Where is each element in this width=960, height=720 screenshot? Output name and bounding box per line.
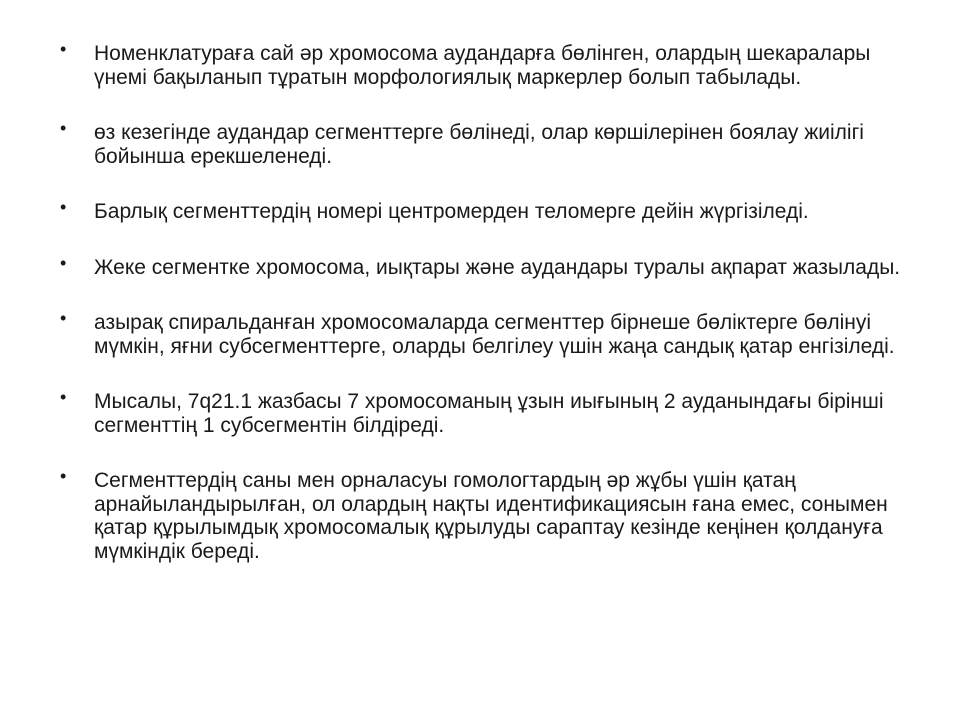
bullet-icon: • xyxy=(60,197,67,217)
bullet-icon: • xyxy=(60,387,67,407)
bullet-text: азырақ спиральданған хромосомаларда сегменттер бірнеше бөліктерге бөлінуі мүмкін, яғни субсегменттерге, оларды белгілеу үшін жаңа сандық қатар енгізіледі. xyxy=(94,311,895,358)
bullet-icon: • xyxy=(60,308,67,328)
bullet-item xyxy=(56,308,916,358)
bullet-icon: • xyxy=(60,39,67,59)
bullet-item xyxy=(56,466,916,563)
bullet-text: Сегменттердің саны мен орналасуы гомологтардың әр жұбы үшін қатаң арнайыландырылған, ол олардың нақты идентификациясын ғана емес, сонымен қатар құрылымдық хромосомалық құрылуды сараптау кезінде кеңінен қолдануға мүмкіндік береді. xyxy=(94,469,888,563)
bullet-item xyxy=(56,118,916,168)
bullet-item xyxy=(56,387,916,437)
bullet-item xyxy=(56,39,916,89)
bullet-text: Номенклатураға сай әр хромосома аудандарға бөлінген, олардың шекаралары үнемі бақыланып тұратын морфологиялық маркерлер болып табылады. xyxy=(94,42,871,89)
bullet-item xyxy=(56,252,916,280)
bullet-item xyxy=(56,197,916,224)
bullet-text: Мысалы, 7q21.1 жазбасы 7 хромосоманың ұзын иығының 2 ауданындағы бірінші сегменттің 1 субсегментін білдіреді. xyxy=(94,390,884,437)
bullet-list xyxy=(56,39,916,595)
bullet-text: Барлық сегменттердің номері центромерден теломерге дейін жүргізіледі. xyxy=(94,200,809,223)
bullet-icon: • xyxy=(60,118,67,138)
bullet-icon: • xyxy=(60,252,67,273)
bullet-icon: • xyxy=(60,466,67,486)
bullet-text: Жеке сегментке хромосома, иықтары және аудандары туралы ақпарат жазылады. xyxy=(94,255,901,279)
bullet-text: өз кезегінде аудандар сегменттерге бөлінеді, олар көршілерінен боялау жиілігі бойынша ерекшеленеді. xyxy=(94,121,864,168)
